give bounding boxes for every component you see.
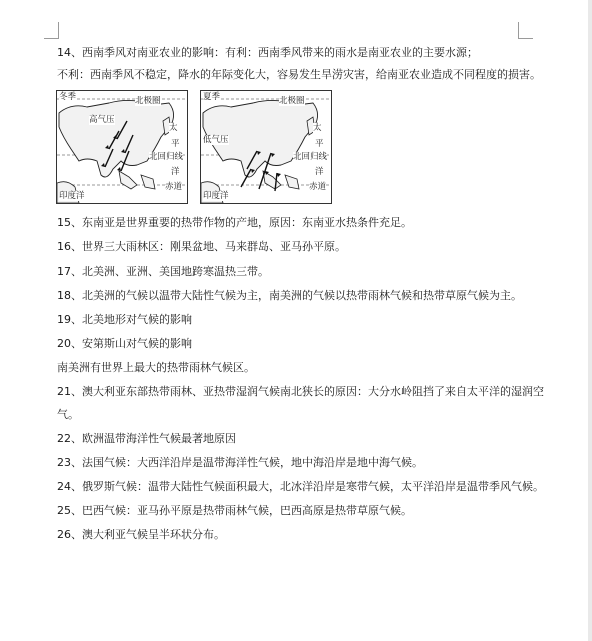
winter-pacific-tai: 太 — [169, 123, 178, 133]
summer-low-pressure-label: 低气压 — [203, 135, 229, 145]
summer-pacific-tai: 太 — [313, 123, 322, 133]
item-23: 23、法国气候：大西洋沿岸是温带海洋性气候，地中海沿岸是地中海气候。 — [57, 456, 423, 469]
item-22: 22、欧洲温带海洋性气候最著地原因 — [57, 432, 236, 445]
page-corner-mark-left — [44, 22, 59, 39]
page-corner-mark-right — [518, 22, 533, 39]
summer-season-label: 夏季 — [203, 92, 221, 102]
item-26: 26、澳大利亚气候呈半环状分布。 — [57, 528, 225, 541]
winter-tropic-label: 北回归线 — [149, 152, 184, 162]
summer-monsoon-map — [200, 90, 332, 204]
winter-indian-ocean-label: 印度洋 — [59, 191, 85, 201]
item-18: 18、北美洲的气候以温带大陆性气候为主，南美洲的气候以热带雨林气候和热带草原气候为主。 — [57, 289, 522, 302]
item-25: 25、巴西气候：亚马孙平原是热带雨林气候，巴西高原是热带草原气候。 — [57, 504, 412, 517]
item-16: 16、世界三大雨林区：刚果盆地、马来群岛、亚马孙平原。 — [57, 240, 346, 253]
item-14-disadvantage: 不利：西南季风不稳定，降水的年际变化大，容易发生旱涝灾害，给南亚农业造成不同程度的损害。 — [57, 68, 541, 81]
winter-pacific-yang: 洋 — [171, 167, 180, 177]
winter-pacific-ping: 平 — [171, 139, 180, 149]
summer-pacific-ping: 平 — [315, 139, 324, 149]
item-24: 24、俄罗斯气候：温带大陆性气候面积最大，北冰洋沿岸是寒带气候，太平洋沿岸是温带季风气候。 — [57, 480, 544, 493]
winter-arctic-circle-label: 北极圈 — [135, 96, 161, 106]
item-15: 15、东南亚是世界重要的热带作物的产地，原因：东南亚水热条件充足。 — [57, 216, 412, 229]
summer-pacific-yang: 洋 — [315, 167, 324, 177]
winter-equator-label: 赤道 — [165, 182, 183, 192]
summer-indian-ocean-label: 印度洋 — [203, 191, 229, 201]
winter-high-pressure-label: 高气压 — [89, 115, 115, 125]
winter-season-label: 冬季 — [59, 92, 77, 102]
item-20: 20、安第斯山对气候的影响 — [57, 337, 192, 350]
item-21-continued: 气。 — [57, 408, 79, 421]
summer-tropic-label: 北回归线 — [293, 152, 328, 162]
summer-equator-label: 赤道 — [309, 182, 327, 192]
item-14-advantage: 14、西南季风对南亚农业的影响：有利：西南季风带来的雨水是南亚农业的主要水源； — [57, 46, 478, 59]
summer-arctic-circle-label: 北极圈 — [279, 96, 305, 106]
winter-monsoon-map — [56, 90, 188, 204]
item-19: 19、北美地形对气候的影响 — [57, 313, 192, 326]
item-17: 17、北美洲、亚洲、美国地跨寒温热三带。 — [57, 265, 269, 278]
monsoon-maps — [56, 90, 356, 202]
vertical-scrollbar[interactable] — [588, 0, 592, 641]
item-21: 21、澳大利亚东部热带雨林、亚热带湿润气候南北狭长的原因：大分水岭阻挡了来自太平洋的湿润空 — [57, 385, 544, 398]
item-20-note: 南美洲有世界上最大的热带雨林气候区。 — [57, 361, 255, 374]
